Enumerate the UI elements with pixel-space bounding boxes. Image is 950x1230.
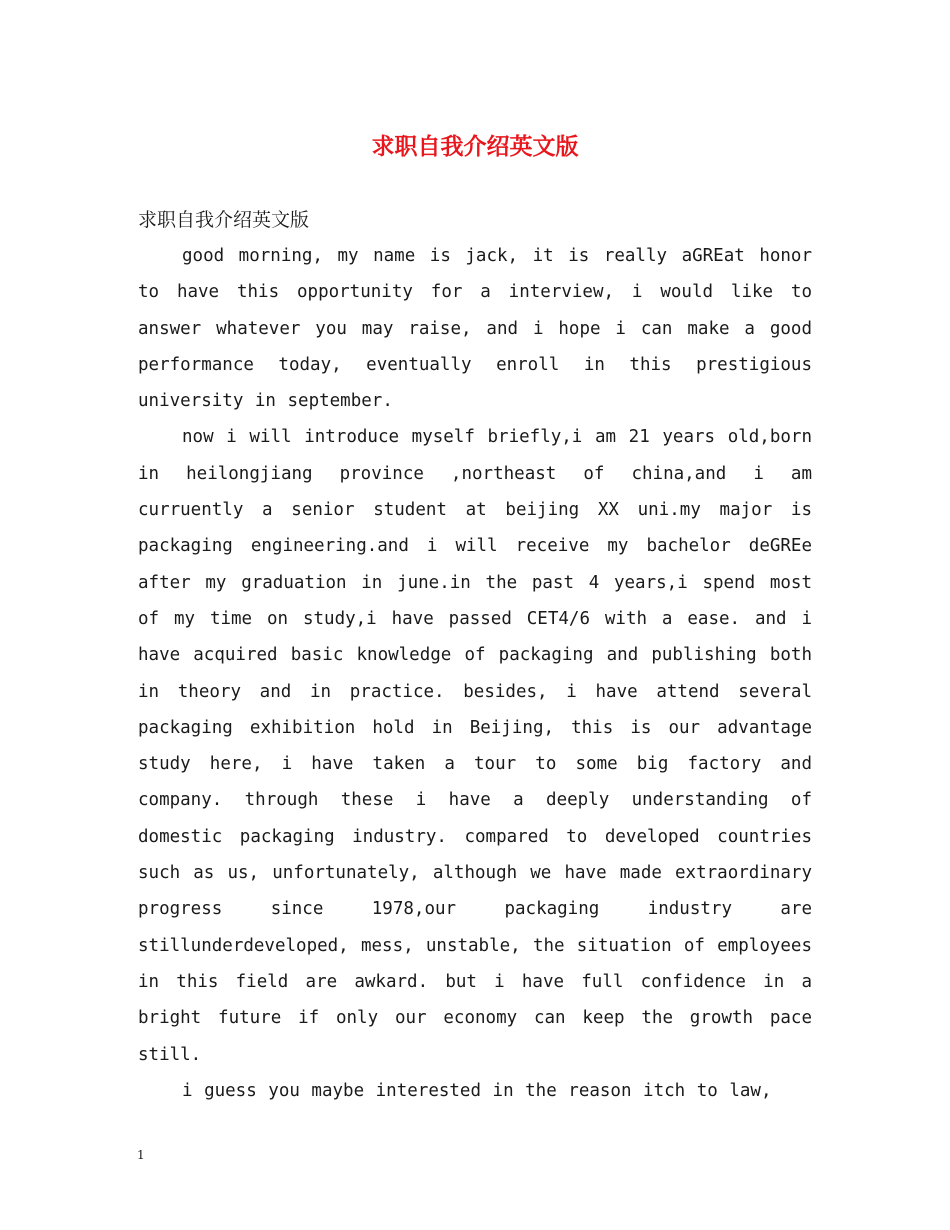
paragraph-introduction: now i will introduce myself briefly,i am 21 years old,born in heilongjiang province ,northeast of china,and i am curruently a senior student at beijing XX uni.my major is packaging engineering.and i will receive my bachelor deGREe after my graduation in june.in the past 4 years,i spend most of my time on study,i have passed CET4/6 with a ease. and i have acquired basic knowledge of packaging and publishing both in theory and in practice. besides, i have attend several packaging exhibition hold in Beijing, this is our advantage study here, i have taken a tour to some big factory and company. through these i have a deeply understanding of domestic packaging industry. compared to developed countries such as us, unfortunately, although we have made extraordinary progress since 1978,our packaging industry are stillunderdeveloped, mess, unstable, the situation of employees in this field are awkard. but i have full confidence in a bright future if only our economy can keep the growth pace still.	[138, 427, 812, 1065]
page-number: 1	[137, 1148, 145, 1162]
paragraph-greeting: good morning, my name is jack, it is really aGREat honor to have this opportunity for a interview, i would like to answer whatever you may raise, and i hope i can make a good performance today, eventually enroll in this prestigious university in september.	[138, 246, 812, 412]
document-subtitle: 求职自我介绍英文版	[138, 209, 310, 231]
paragraph-reason: i guess you maybe interested in the reason itch to law,	[182, 1080, 772, 1101]
document-body	[138, 202, 812, 1109]
document-title: 求职自我介绍英文版	[371, 133, 579, 160]
